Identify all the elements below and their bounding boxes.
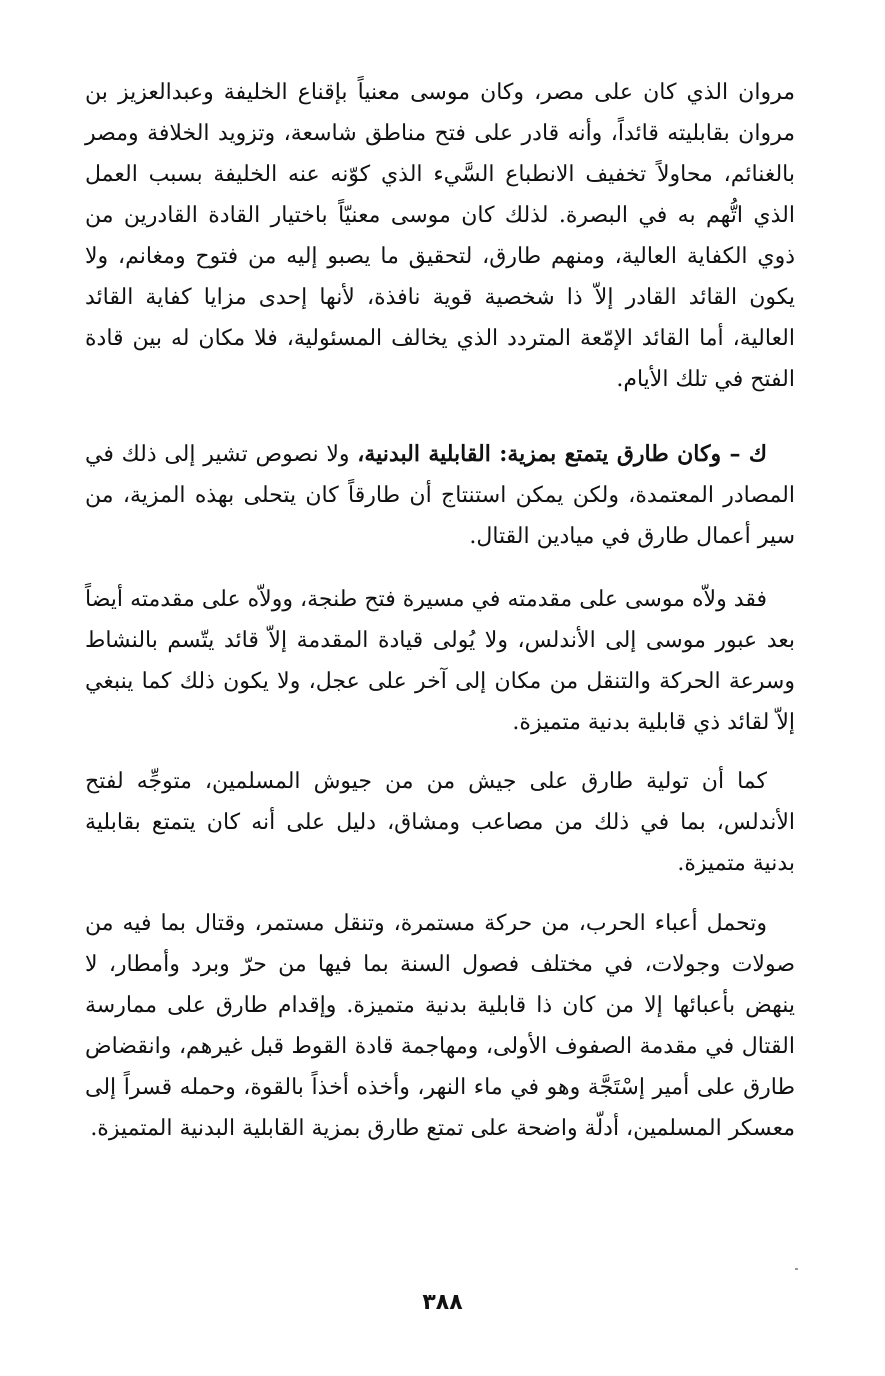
paragraph-continuation xyxy=(85,72,795,400)
paragraph-text: فقد ولاّه موسى على مقدمته في مسيرة فتح طنجة، وولاّه على مقدمته أيضاً بعد عبور موسى إلى الأندلس، ولا يُولى قيادة المقدمة إلاّ قائد يتّسم بالنشاط وسرعة الحركة والتنقل من مكان إلى آخر على عجل، ولا يكون ذلك كما ينبغي إلاّ لقائد ذي قابلية بدنية متميزة. xyxy=(85,587,795,735)
paragraph-text: وتحمل أعباء الحرب، من حركة مستمرة، وتنقل مستمر، وقتال بما فيه من صولات وجولات، في مختلف فصول السنة بما فيها من حرّ وبرد وأمطار، لا ينهض بأعبائها إلا من كان ذا قابلية بدنية متميزة. وإقدام طارق على ممارسة القتال في مقدمة الصفوف الأولى، ومهاجمة قادة القوط قبل غيرهم، وانقضاض طارق على أمير إسْتَجَّة وهو في ماء النهر، وأخذه أخذاً بالقوة، وحمله قسراً إلى معسكر المسلمين، أدلّة واضحة على تمتع طارق بمزية القابلية البدنية المتميزة. xyxy=(85,911,795,1141)
paragraph-physical-ability xyxy=(85,434,795,557)
section-heading: ك – وكان طارق يتمتع بمزية: القابلية البدنية، xyxy=(357,441,767,467)
paragraph-body xyxy=(85,434,795,557)
paragraph-text: مروان الذي كان على مصر، وكان موسى معنياً بإقناع الخليفة وعبدالعزيز بن مروان بقابليته قائداً، وأنه قادر على فتح مناطق شاسعة، وتزويد الخلافة ومصر بالغنائم، محاولاً تخفيف الانطباع السَّيء الذي كوّنه عنه الخليفة بسبب العمل الذي اتُّهم به في البصرة. لذلك كان موسى معنيّاً باختيار القادة القادرين من ذوي الكفاية العالية، ومنهم طارق، لتحقيق ما يصبو إليه من فتوح ومغانم، ولا يكون القائد القادر إلاّ ذا شخصية قوية نافذة، لأنها إحدى مزايا كفاية القائد العالية، أما القائد الإمّعة المتردد الذي يخالف المسئولية، فلا مكان له بين قادة الفتح في تلك الأيام. xyxy=(85,80,795,392)
page-number: ٣٨٨ xyxy=(422,1290,463,1315)
paragraph-burdens-of-war xyxy=(85,903,795,1149)
paragraph-text: ولا نصوص تشير إلى ذلك في المصادر المعتمدة، ولكن يمكن استنتاج أن طارقاً كان يتحلى بهذه المزية، من سير أعمال طارق في ميادين القتال. xyxy=(85,442,795,549)
scan-speck xyxy=(795,1268,798,1270)
paragraph-text: كما أن تولية طارق على جيش من من جيوش المسلمين، متوجِّه لفتح الأندلس، بما في ذلك من مصاعب ومشاق، دليل على أنه كان يتمتع بقابلية بدنية متميزة. xyxy=(85,769,795,876)
paragraph-vanguard xyxy=(85,579,795,743)
paragraph-appointment xyxy=(85,761,795,884)
